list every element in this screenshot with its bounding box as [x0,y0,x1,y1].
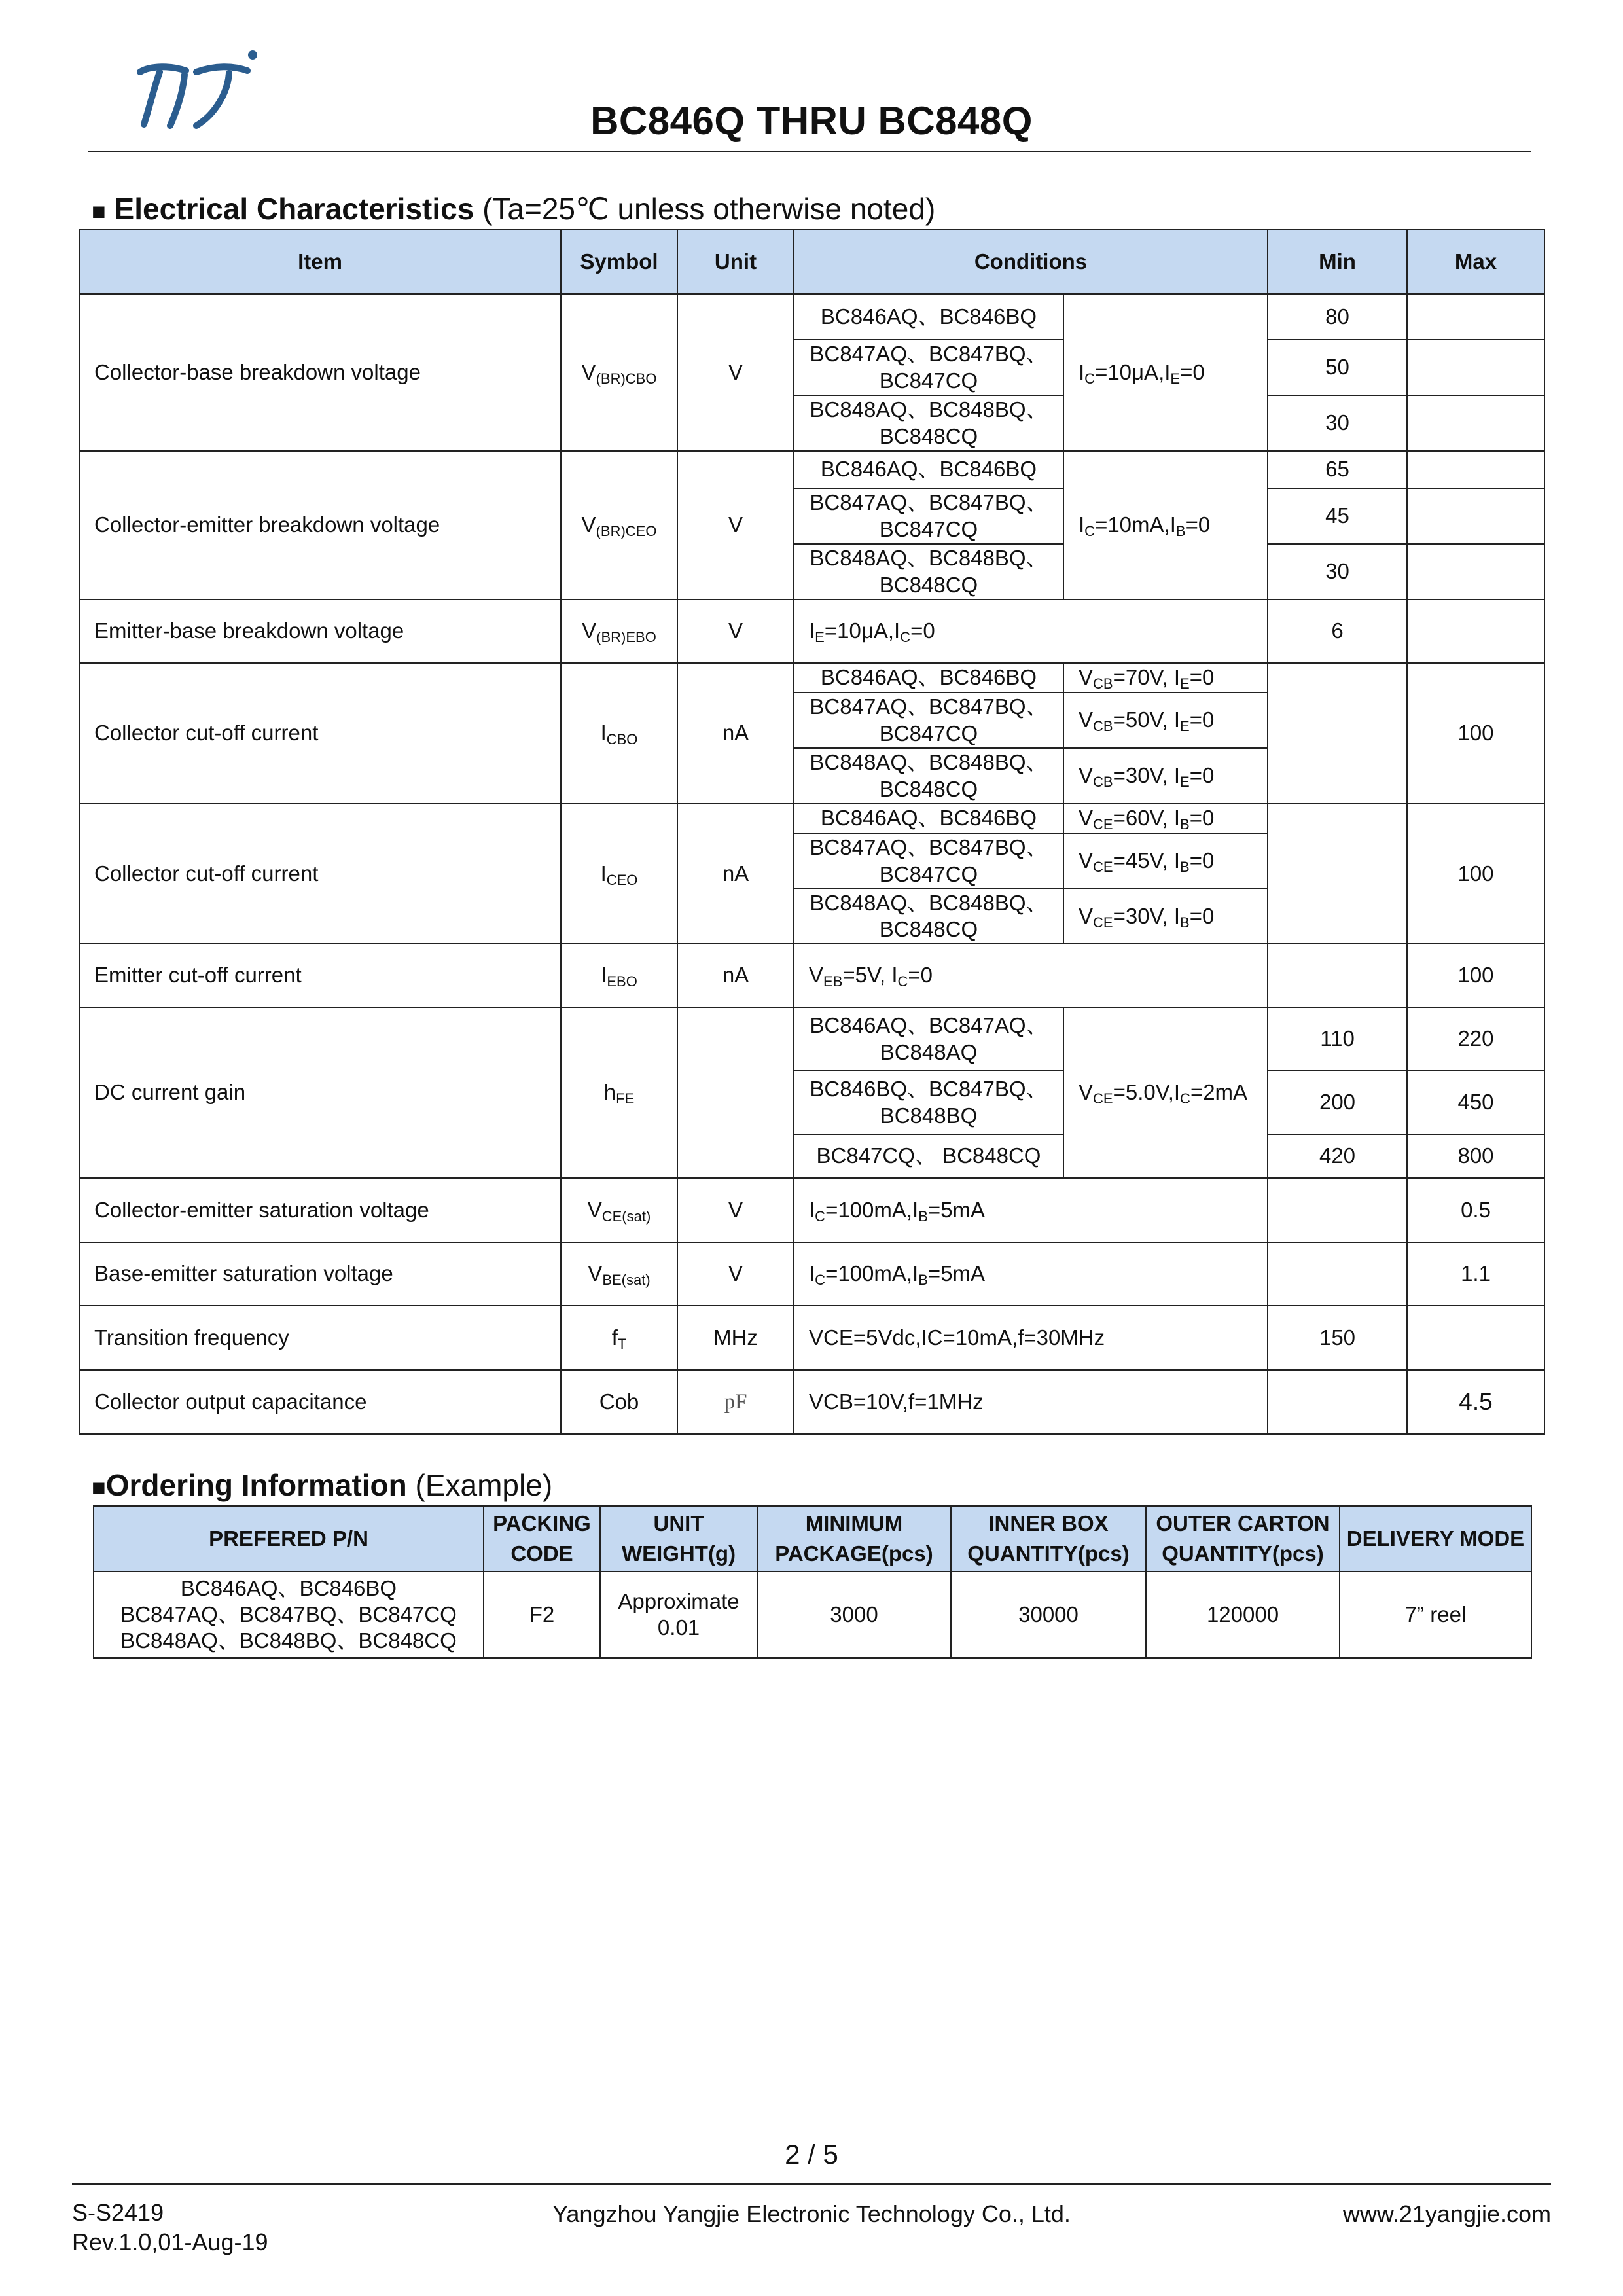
max-cell: 220 [1407,1007,1544,1071]
min-cell: 50 [1268,340,1407,395]
min-cell: 30 [1268,395,1407,451]
min-cell [1268,804,1407,944]
max-cell: 4.5 [1407,1370,1544,1434]
ordering-information-table [93,1505,1532,1659]
item-cell: Collector output capacitance [79,1370,561,1434]
section-note: (Ta=25℃ unless otherwise noted) [482,192,936,226]
unit-cell: nA [677,663,794,804]
column-header: PACKING CODE [484,1506,600,1571]
symbol-cell: $V_{(BR)CEO}$ [561,451,677,600]
column-header: Max [1407,230,1544,294]
condition-cell: $V_{CB}=70V$, $I_E=0$ [1063,663,1268,692]
table-row [79,1007,1544,1071]
table-row [79,294,1544,340]
website-link[interactable]: www.21yangjie.com [1342,2200,1551,2227]
table-row [79,1306,1544,1370]
condition-cell: $I_C=10\mu A,I_E=0$ [1063,294,1268,451]
unit-cell [677,1007,794,1178]
condition-cell: $I_C=100mA,I_B=5mA$ [794,1178,1268,1242]
column-header: PREFERED P/N [94,1506,484,1571]
condition-cell: VCE=5Vdc,IC=10mA,f=30MHz [794,1306,1268,1370]
column-header: Min [1268,230,1407,294]
device-cell: BC848AQ、BC848BQ、BC848CQ [794,544,1063,600]
condition-cell: $V_{CE}=5.0V,I_C=2mA$ [1063,1007,1268,1178]
section-note: (Example) [415,1468,553,1502]
item-cell: Emitter cut-off current [79,944,561,1007]
section-bullet: ■ [92,198,106,224]
item-cell: Collector-emitter saturation voltage [79,1178,561,1242]
symbol-cell: $h_{FE}$ [561,1007,677,1178]
page-number: 2 / 5 [785,2139,838,2170]
condition-cell: $V_{CE}=60V$, $I_B=0$ [1063,804,1268,833]
condition-cell: $V_{CE}=30V$, $I_B=0$ [1063,889,1268,944]
max-cell [1407,294,1544,340]
min-cell: 45 [1268,488,1407,544]
unit-cell: nA [677,944,794,1007]
table-row [79,804,1544,833]
min-cell: 6 [1268,600,1407,663]
column-header: OUTER CARTON QUANTITY(pcs) [1146,1506,1340,1571]
table-row [94,1571,1531,1658]
table-row [79,663,1544,692]
minimum-package-cell: 3000 [757,1571,951,1658]
unit-cell: V [677,1242,794,1306]
item-cell: Emitter-base breakdown voltage [79,600,561,663]
electrical-characteristics-table [79,229,1545,1435]
min-cell: 150 [1268,1306,1407,1370]
item-cell: Collector cut-off current [79,804,561,944]
table-header-row [94,1506,1531,1571]
min-cell: 420 [1268,1134,1407,1178]
part-number-cell: BC846AQ、BC846BQ BC847AQ、BC847BQ、BC847CQ BC848AQ、BC848BQ、BC848CQ [94,1571,484,1658]
symbol-cell: $V_{CE(sat)}$ [561,1178,677,1242]
unit-cell: V [677,294,794,451]
min-cell: 200 [1268,1071,1407,1134]
symbol-cell: $V_{(BR)EBO}$ [561,600,677,663]
column-header: MINIMUM PACKAGE(pcs) [757,1506,951,1571]
device-cell: BC847AQ、BC847BQ、BC847CQ [794,833,1063,889]
condition-cell: $V_{CE}=45V$, $I_B=0$ [1063,833,1268,889]
max-cell: 0.5 [1407,1178,1544,1242]
table-header-row [79,230,1544,294]
column-header: INNER BOX QUANTITY(pcs) [951,1506,1146,1571]
device-cell: BC846AQ、BC847AQ、BC848AQ [794,1007,1063,1071]
max-cell: 100 [1407,663,1544,804]
condition-cell: $I_C=10mA,I_B=0$ [1063,451,1268,600]
packing-code-cell: F2 [484,1571,600,1658]
table-row [79,944,1544,1007]
device-cell: BC848AQ、BC848BQ、BC848CQ [794,395,1063,451]
column-header: Conditions [794,230,1268,294]
table-row [79,1242,1544,1306]
max-cell [1407,340,1544,395]
unit-cell: V [677,600,794,663]
section-title: Ordering Information [105,1468,407,1502]
inner-box-cell: 30000 [951,1571,1146,1658]
table-row [79,451,1544,488]
item-cell: Transition frequency [79,1306,561,1370]
condition-cell: $I_C=100mA,I_B=5mA$ [794,1242,1268,1306]
max-cell: 100 [1407,804,1544,944]
max-cell [1407,600,1544,663]
unit-cell: V [677,451,794,600]
symbol-cell: $V_{(BR)CBO}$ [561,294,677,451]
device-cell: BC846AQ、BC846BQ [794,663,1063,692]
max-cell: 1.1 [1407,1242,1544,1306]
min-cell [1268,1370,1407,1434]
max-cell [1407,451,1544,488]
condition-cell: VCB=10V,f=1MHz [794,1370,1268,1434]
min-cell [1268,1178,1407,1242]
company-name: Yangzhou Yangjie Electronic Technology Co., Ltd. [552,2200,1071,2227]
symbol-cell: $I_{CBO}$ [561,663,677,804]
symbol-cell: $I_{CEO}$ [561,804,677,944]
min-cell: 65 [1268,451,1407,488]
min-cell [1268,944,1407,1007]
unit-cell: nA [677,804,794,944]
document-title: BC846Q THRU BC848Q [590,99,1033,143]
min-cell [1268,663,1407,804]
max-cell [1407,395,1544,451]
symbol-cell: $V_{BE(sat)}$ [561,1242,677,1306]
min-cell [1268,1242,1407,1306]
unit-weight-cell: Approximate 0.01 [600,1571,757,1658]
electrical-characteristics-heading [92,191,935,226]
device-cell: BC847AQ、BC847BQ、BC847CQ [794,340,1063,395]
column-header: UNIT WEIGHT(g) [600,1506,757,1571]
document-number: S-S2419 [72,2199,164,2226]
unit-cell: pF [677,1370,794,1434]
device-cell: BC847AQ、BC847BQ、BC847CQ [794,488,1063,544]
condition-cell: $V_{CB}=30V$, $I_E=0$ [1063,748,1268,804]
symbol-cell: Cob [561,1370,677,1434]
max-cell: 800 [1407,1134,1544,1178]
condition-cell: $V_{CB}=50V$, $I_E=0$ [1063,692,1268,748]
delivery-mode-cell: 7” reel [1340,1571,1531,1658]
min-cell: 110 [1268,1007,1407,1071]
device-cell: BC847AQ、BC847BQ、BC847CQ [794,692,1063,748]
header-divider [88,151,1531,152]
section-bullet: ■ [92,1474,106,1501]
table-row [79,1370,1544,1434]
column-header: DELIVERY MODE [1340,1506,1531,1571]
condition-cell: $I_E=10\mu A,I_C=0$ [794,600,1268,663]
outer-carton-cell: 120000 [1146,1571,1340,1658]
device-cell: BC848AQ、BC848BQ、BC848CQ [794,748,1063,804]
item-cell: Collector-base breakdown voltage [79,294,561,451]
max-cell [1407,1306,1544,1370]
max-cell: 450 [1407,1071,1544,1134]
footer-divider [72,2183,1551,2185]
section-title: Electrical Characteristics [114,192,474,226]
device-cell: BC848AQ、BC848BQ、BC848CQ [794,889,1063,944]
symbol-cell: $f_T$ [561,1306,677,1370]
item-cell: Collector cut-off current [79,663,561,804]
column-header: Unit [677,230,794,294]
device-cell: BC847CQ、 BC848CQ [794,1134,1063,1178]
item-cell: Collector-emitter breakdown voltage [79,451,561,600]
unit-cell: V [677,1178,794,1242]
symbol-cell: $I_{EBO}$ [561,944,677,1007]
max-cell: 100 [1407,944,1544,1007]
table-row [79,1178,1544,1242]
device-cell: BC846BQ、BC847BQ、BC848BQ [794,1071,1063,1134]
revision: Rev.1.0,01-Aug-19 [72,2229,268,2255]
min-cell: 80 [1268,294,1407,340]
max-cell [1407,488,1544,544]
ordering-information-heading [92,1467,552,1503]
item-cell: Base-emitter saturation voltage [79,1242,561,1306]
unit-cell: MHz [677,1306,794,1370]
column-header: Symbol [561,230,677,294]
column-header: Item [79,230,561,294]
device-cell: BC846AQ、BC846BQ [794,451,1063,488]
condition-cell: $V_{EB}=5V$, $I_C=0$ [794,944,1268,1007]
device-cell: BC846AQ、BC846BQ [794,804,1063,833]
item-cell: DC current gain [79,1007,561,1178]
device-cell: BC846AQ、BC846BQ [794,294,1063,340]
min-cell: 30 [1268,544,1407,600]
max-cell [1407,544,1544,600]
table-row [79,600,1544,663]
